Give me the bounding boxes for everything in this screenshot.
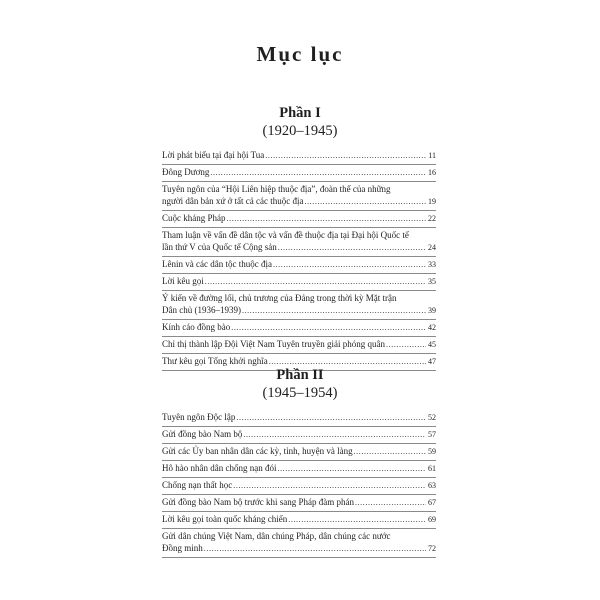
toc-entry-title: Gửi đồng bào Nam bộ trước khi sang Pháp đàm phán bbox=[162, 497, 354, 507]
toc-entry-line bbox=[162, 166, 436, 179]
dot-leader bbox=[386, 339, 426, 351]
part-2-section bbox=[0, 367, 600, 558]
toc-page-number: 33 bbox=[428, 260, 436, 269]
toc-entry[interactable] bbox=[162, 165, 436, 182]
toc-entry-title: Chỉ thị thành lập Đội Việt Nam Tuyên truyền giải phóng quân bbox=[162, 339, 386, 349]
toc-entry-title: Ý kiến về đường lối, chủ trương của Đảng trong thời kỳ Mặt trận bbox=[162, 293, 397, 303]
toc-entry-line bbox=[162, 411, 436, 424]
toc-entry-line bbox=[162, 496, 436, 509]
toc-entry[interactable] bbox=[162, 257, 436, 274]
toc-list bbox=[162, 148, 436, 371]
toc-entry[interactable] bbox=[162, 148, 436, 165]
toc-page-number: 16 bbox=[428, 168, 436, 177]
toc-entry[interactable] bbox=[162, 478, 436, 495]
page-title: Mục lục bbox=[256, 42, 344, 66]
dot-leader bbox=[205, 276, 426, 288]
toc-page-number: 45 bbox=[428, 340, 436, 349]
toc-page-number: 24 bbox=[428, 243, 436, 252]
toc-entry-line bbox=[162, 428, 436, 441]
toc-entry[interactable] bbox=[162, 427, 436, 444]
toc-entry-line bbox=[162, 183, 436, 195]
toc-entry-line bbox=[162, 338, 436, 351]
dot-leader bbox=[231, 322, 426, 334]
toc-entry-title: Gửi đồng bào Nam bộ bbox=[162, 429, 243, 439]
toc-entry-title: Thư kêu gọi Tổng khởi nghĩa bbox=[162, 356, 268, 366]
toc-page-number: 57 bbox=[428, 430, 436, 439]
dot-leader bbox=[288, 514, 426, 526]
part-years: (1920–1945) bbox=[262, 123, 338, 139]
dot-leader bbox=[304, 196, 426, 208]
toc-entry-line bbox=[162, 258, 436, 271]
part-title: Phần II bbox=[276, 367, 324, 383]
toc-entry[interactable] bbox=[162, 320, 436, 337]
toc-entry-line bbox=[162, 542, 436, 555]
toc-entry-title: Tuyên ngôn của “Hội Liên hiệp thuộc địa”, đoàn thể của những bbox=[162, 184, 391, 194]
dot-leader bbox=[243, 429, 426, 441]
toc-entry-line bbox=[162, 241, 436, 254]
toc-entry[interactable] bbox=[162, 410, 436, 427]
toc-entry[interactable] bbox=[162, 461, 436, 478]
dot-leader bbox=[210, 167, 426, 179]
dot-leader bbox=[236, 412, 426, 424]
dot-leader bbox=[277, 463, 426, 475]
toc-entry[interactable] bbox=[162, 529, 436, 558]
part-1-section bbox=[0, 105, 600, 371]
part-years: (1945–1954) bbox=[262, 385, 338, 401]
dot-leader bbox=[265, 150, 426, 162]
toc-entry-title: Dân chủ (1936–1939) bbox=[162, 305, 241, 315]
toc-entry-title: lần thứ V của Quốc tế Cộng sản bbox=[162, 242, 277, 252]
toc-entry[interactable] bbox=[162, 211, 436, 228]
toc-entry-title: Lênin và các dân tộc thuộc địa bbox=[162, 259, 272, 269]
toc-entry-line bbox=[162, 275, 436, 288]
toc-entry[interactable] bbox=[162, 291, 436, 320]
toc-entry[interactable] bbox=[162, 182, 436, 211]
toc-page-number: 63 bbox=[428, 481, 436, 490]
toc-entry-title: Cuộc kháng Pháp bbox=[162, 213, 226, 223]
toc-entry[interactable] bbox=[162, 228, 436, 257]
toc-entry-line bbox=[162, 304, 436, 317]
toc-page-number: 61 bbox=[428, 464, 436, 473]
toc-entry-title: Gửi dân chúng Việt Nam, dân chúng Pháp, dân chúng các nước bbox=[162, 531, 391, 541]
dot-leader bbox=[242, 305, 426, 317]
toc-entry[interactable] bbox=[162, 444, 436, 461]
toc-entry-title: Gửi các Ủy ban nhân dân các kỳ, tỉnh, huyện và làng bbox=[162, 446, 353, 456]
dot-leader bbox=[278, 242, 426, 254]
toc-entry-title: Hô hào nhân dân chống nạn đói bbox=[162, 463, 277, 473]
toc-entry[interactable] bbox=[162, 337, 436, 354]
toc-page-number: 59 bbox=[428, 447, 436, 456]
part-title: Phần I bbox=[279, 105, 321, 121]
toc-entry-title: Kính cáo đồng bào bbox=[162, 322, 231, 332]
toc-entry[interactable] bbox=[162, 512, 436, 529]
toc-page-number: 69 bbox=[428, 515, 436, 524]
toc-entry-line bbox=[162, 195, 436, 208]
toc-entry-line bbox=[162, 149, 436, 162]
toc-page-number: 19 bbox=[428, 197, 436, 206]
toc-entry-title: Lời kêu gọi bbox=[162, 276, 204, 286]
toc-page-number: 39 bbox=[428, 306, 436, 315]
dot-leader bbox=[355, 497, 426, 509]
toc-entry-line bbox=[162, 321, 436, 334]
toc-entry-title: Tuyên ngôn Độc lập bbox=[162, 412, 236, 422]
toc-entry-line bbox=[162, 229, 436, 241]
toc-page-number: 22 bbox=[428, 214, 436, 223]
toc-entry-title: Tham luận về vấn đề dân tộc và vấn đề thuộc địa tại Đại hội Quốc tế bbox=[162, 230, 409, 240]
dot-leader bbox=[354, 446, 426, 458]
toc-entry-title: Chống nạn thất học bbox=[162, 480, 233, 490]
toc-list bbox=[162, 410, 436, 558]
toc-entry-title: người dân bản xứ ở tất cả các thuộc địa bbox=[162, 196, 304, 206]
toc-entry-line bbox=[162, 513, 436, 526]
toc-page-number: 67 bbox=[428, 498, 436, 507]
toc-entry-line bbox=[162, 212, 436, 225]
toc-page-number: 11 bbox=[428, 151, 436, 160]
toc-page-number: 47 bbox=[428, 357, 436, 366]
toc-entry-line bbox=[162, 462, 436, 475]
toc-entry-title: Lời phát biểu tại đại hội Tua bbox=[162, 150, 265, 160]
toc-page-number: 72 bbox=[428, 544, 436, 553]
toc-page-number: 52 bbox=[428, 413, 436, 422]
toc-entry-line bbox=[162, 445, 436, 458]
toc-entry-line bbox=[162, 292, 436, 304]
toc-entry-line bbox=[162, 479, 436, 492]
toc-page-number: 35 bbox=[428, 277, 436, 286]
toc-entry[interactable] bbox=[162, 495, 436, 512]
dot-leader bbox=[273, 259, 426, 271]
toc-entry-title: Đồng minh bbox=[162, 543, 203, 553]
toc-entry-line bbox=[162, 530, 436, 542]
toc-entry-title: Đông Dương bbox=[162, 167, 210, 177]
toc-entry-title: Lời kêu gọi toàn quốc kháng chiến bbox=[162, 514, 288, 524]
toc-entry[interactable] bbox=[162, 274, 436, 291]
dot-leader bbox=[204, 543, 426, 555]
dot-leader bbox=[227, 213, 427, 225]
dot-leader bbox=[233, 480, 426, 492]
toc-page-number: 42 bbox=[428, 323, 436, 332]
